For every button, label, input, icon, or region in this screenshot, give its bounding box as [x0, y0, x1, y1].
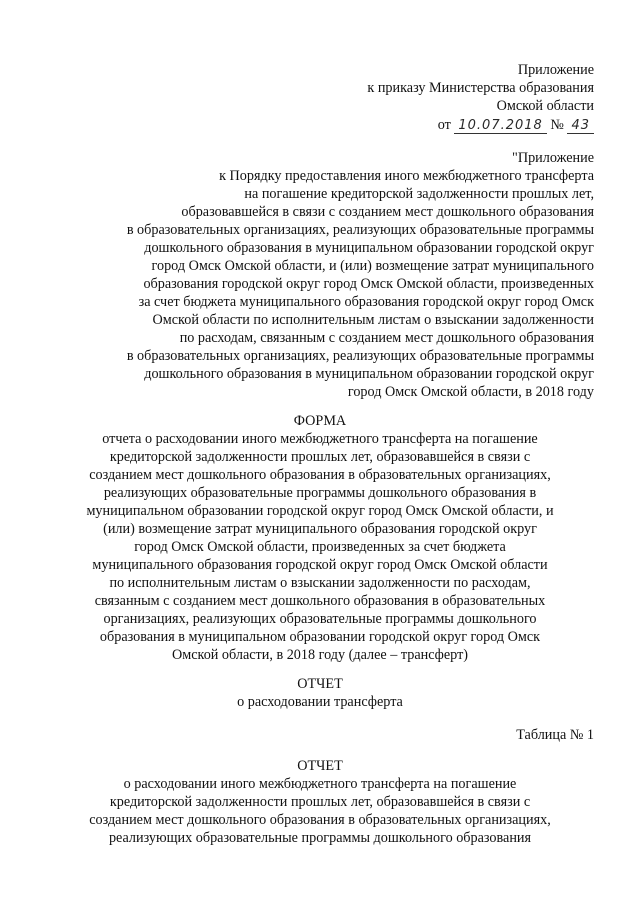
handwritten-date: 10.07.2018: [454, 118, 546, 134]
appendix-line: образовавшейся в связи с созданием мест дошкольного образования: [181, 204, 594, 220]
report-title: ОТЧЕТ: [297, 676, 343, 692]
form-line: образования в муниципальном образовании городской округ город Омск: [99, 629, 541, 645]
appendix-line: город Омск Омской области, в 2018 году: [347, 384, 594, 400]
appendix-line: в образовательных организациях, реализующих образовательные программы: [126, 348, 594, 364]
report-title-2: ОТЧЕТ: [297, 758, 343, 774]
form-line: муниципальном образовании городской округ город Омск Омской области, и: [86, 503, 554, 519]
form-line: (или) возмещение затрат муниципального образования городской округ: [103, 521, 537, 537]
report-subtitle: о расходовании трансферта: [237, 694, 403, 710]
report-line: реализующих образовательные программы дошкольного образования: [108, 830, 532, 846]
appendix-line: в образовательных организациях, реализующих образовательные программы: [126, 222, 594, 238]
form-line: по исполнительным листам о взыскании задолженности по расходам,: [109, 575, 531, 591]
appendix-line: город Омск Омской области, и (или) возмещение затрат муниципального: [151, 258, 594, 274]
header-region: Омской области: [496, 98, 594, 114]
report-line: кредиторской задолженности прошлых лет, образовавшейся в связи с: [109, 794, 531, 810]
appendix-line: на погашение кредиторской задолженности прошлых лет,: [244, 186, 594, 202]
table-label: Таблица № 1: [516, 727, 594, 743]
appendix-line: "Приложение: [512, 150, 594, 166]
appendix-line: образования городской округ город Омск Омской области, произведенных: [143, 276, 594, 292]
number-prefix: №: [550, 117, 564, 133]
appendix-line: дошкольного образования в муниципальном образовании городской округ: [144, 240, 594, 256]
form-line: Омской области, в 2018 году (далее – трансферт): [172, 647, 468, 663]
form-line: кредиторской задолженности прошлых лет, образовавшейся в связи с: [109, 449, 531, 465]
header-appendix-label: Приложение: [517, 62, 594, 78]
appendix-line: по расходам, связанным с созданием мест дошкольного образования: [179, 330, 594, 346]
form-line: муниципального образования городской округ город Омск Омской области: [92, 557, 548, 573]
form-line: связанным с созданием мест дошкольного образования в образовательных: [94, 593, 546, 609]
appendix-line: дошкольного образования в муниципальном образовании городской округ: [144, 366, 594, 382]
form-title: ФОРМА: [293, 413, 347, 429]
handwritten-number: 43: [567, 118, 594, 134]
form-line: созданием мест дошкольного образования в образовательных организациях,: [89, 467, 551, 483]
appendix-line: за счет бюджета муниципального образования городской округ город Омск: [138, 294, 594, 310]
header-order-ref: к приказу Министерства образования: [367, 80, 594, 96]
report-line: о расходовании иного межбюджетного трансферта на погашение: [123, 776, 517, 792]
report-line: созданием мест дошкольного образования в образовательных организациях,: [89, 812, 551, 828]
header-date-number: [438, 117, 594, 134]
date-prefix: от: [437, 117, 451, 133]
form-line: организациях, реализующих образовательные программы дошкольного: [103, 611, 537, 627]
form-line: город Омск Омской области, произведенных за счет бюджета: [134, 539, 506, 555]
form-line: отчета о расходовании иного межбюджетного трансферта на погашение: [102, 431, 538, 447]
appendix-line: Омской области по исполнительным листам о взыскании задолженности: [152, 312, 594, 328]
appendix-line: к Порядку предоставления иного межбюджетного трансферта: [219, 168, 594, 184]
form-line: реализующих образовательные программы дошкольного образования в: [103, 485, 537, 501]
